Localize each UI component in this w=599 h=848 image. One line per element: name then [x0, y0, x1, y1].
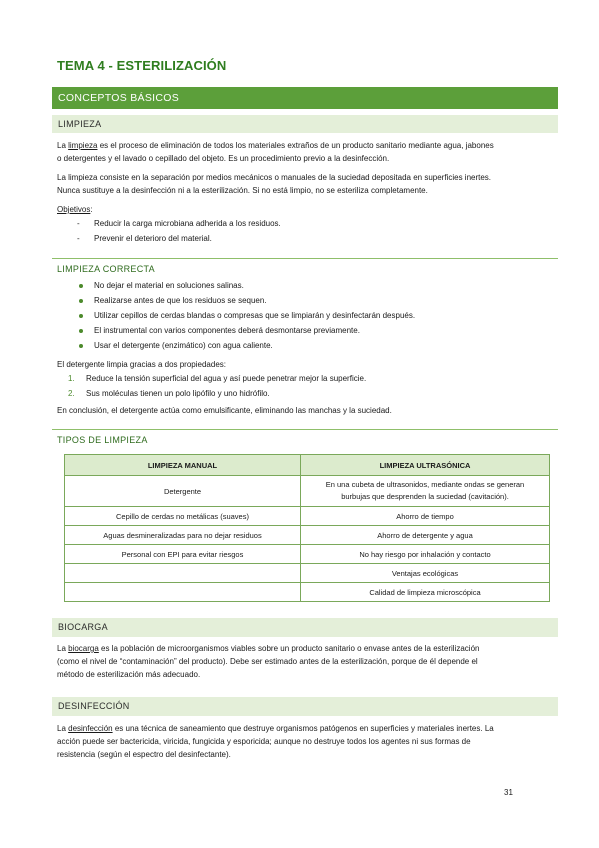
- cell-line: burbujas que desprenden la suciedad (cavitación).: [341, 492, 509, 501]
- text-fragment: La: [57, 724, 69, 733]
- table-cell: Personal con EPI para evitar riesgos: [65, 545, 301, 564]
- list-item: Usar el detergente (enzimático) con agua caliente.: [94, 341, 273, 350]
- list-item: Realizarse antes de que los residuos se sequen.: [94, 296, 267, 305]
- table-cell: Ahorro de detergente y agua: [301, 526, 550, 545]
- page-number: 31: [504, 788, 513, 797]
- text-fragment: :: [90, 205, 93, 214]
- bullet-dot: [79, 314, 83, 318]
- objetivo-item: Prevenir el deterioro del material.: [94, 234, 212, 243]
- term-biocarga: biocarga: [68, 644, 99, 653]
- table-cell: Cepillo de cerdas no metálicas (suaves): [65, 507, 301, 526]
- section-heading-tipos-limpieza: TIPOS DE LIMPIEZA: [57, 435, 148, 445]
- section-heading-limpieza-correcta: LIMPIEZA CORRECTA: [57, 264, 155, 274]
- limpieza-paragraph-1: [57, 139, 557, 165]
- text-fragment: acción puede ser bactericida, viricida, fungicida y esporicida; aunque no destruye todos los agentes ni sus formas de: [57, 737, 471, 746]
- text-fragment: La: [57, 141, 69, 150]
- detergente-intro: El detergente limpia gracias a dos propiedades:: [57, 360, 226, 369]
- table-header-row: [65, 455, 550, 476]
- term-desinfeccion: desinfección: [68, 724, 113, 733]
- section-divider: [52, 258, 558, 259]
- term-limpieza: limpieza: [68, 141, 98, 150]
- desinfeccion-paragraph: [57, 722, 557, 761]
- bullet-dot: [79, 299, 83, 303]
- subsection-bar-limpieza: LIMPIEZA: [52, 115, 558, 133]
- page-title: TEMA 4 - ESTERILIZACIÓN: [57, 58, 227, 73]
- column-header-ultrasonica: LIMPIEZA ULTRASÓNICA: [301, 455, 550, 476]
- table-row: [65, 545, 550, 564]
- table-cell: [65, 564, 301, 583]
- text-fragment: es la población de microorganismos viables sobre un producto sanitario o envase antes de la esterilización: [98, 644, 480, 653]
- propiedad-item: Reduce la tensión superficial del agua y así puede penetrar mejor la superficie.: [86, 374, 367, 383]
- text-fragment: (como el nivel de “contaminación” del producto). Debe ser estimado antes de la esterilización, porque de él depende el: [57, 657, 478, 666]
- objetivo-item: Reducir la carga microbiana adherida a los residuos.: [94, 219, 281, 228]
- subsection-bar-biocarga: BIOCARGA: [52, 618, 558, 637]
- text-fragment: Nunca sustituye a la desinfección ni a la esterilización. Si no está limpio, no se esteriliza completamente.: [57, 186, 428, 195]
- table-cell: Ahorro de tiempo: [301, 507, 550, 526]
- section-divider: [52, 429, 558, 430]
- bullet-dot: [79, 329, 83, 333]
- text-fragment: es el proceso de eliminación de todos los materiales extraños de un producto sanitario mediante agua, jabones: [97, 141, 494, 150]
- list-item: Utilizar cepillos de cerdas blandas o compresas que se limpiarán y desinfectarán después.: [94, 311, 416, 320]
- column-header-manual: LIMPIEZA MANUAL: [65, 455, 301, 476]
- subsection-bar-desinfeccion: DESINFECCIÓN: [52, 697, 558, 716]
- text-fragment: La limpieza consiste en la separación por medios mecánicos o manuales de la suciedad depositada en superficies inertes.: [57, 173, 492, 182]
- table-cell: Calidad de limpieza microscópica: [301, 583, 550, 602]
- cell-line: En una cubeta de ultrasonidos, mediante ondas se generan: [325, 480, 525, 489]
- tipos-limpieza-table: [64, 454, 550, 602]
- objetivos-term: Objetivos: [57, 205, 91, 214]
- table-row: [65, 526, 550, 545]
- table-cell: Aguas desmineralizadas para no dejar residuos: [65, 526, 301, 545]
- list-number: 2.: [68, 389, 75, 398]
- dash-marker: -: [77, 219, 80, 228]
- table-row: [65, 564, 550, 583]
- table-cell: No hay riesgo por inhalación y contacto: [301, 545, 550, 564]
- objetivos-label: [57, 203, 557, 216]
- list-item: El instrumental con varios componentes deberá desmontarse previamente.: [94, 326, 360, 335]
- table-row: [65, 583, 550, 602]
- table-cell: [301, 476, 550, 507]
- bullet-dot: [79, 344, 83, 348]
- list-item: No dejar el material en soluciones salinas.: [94, 281, 244, 290]
- table-row: [65, 476, 550, 507]
- text-fragment: método de esterilización más adecuado.: [57, 670, 201, 679]
- section-bar-conceptos-basicos: CONCEPTOS BÁSICOS: [52, 87, 558, 109]
- text-fragment: resistencia (según el espectro del desinfectante).: [57, 750, 231, 759]
- table-cell: [65, 583, 301, 602]
- bullet-dot: [79, 284, 83, 288]
- table-cell: Detergente: [65, 476, 301, 507]
- biocarga-paragraph: [57, 642, 557, 681]
- limpieza-paragraph-2: [57, 171, 557, 197]
- text-fragment: La: [57, 644, 69, 653]
- text-fragment: es una técnica de saneamiento que destruye organismos patógenos en superficies y materiales inertes. La: [112, 724, 494, 733]
- detergente-conclusion: En conclusión, el detergente actúa como emulsificante, eliminando las manchas y la suciedad.: [57, 406, 392, 415]
- propiedad-item: Sus moléculas tienen un polo lipófilo y uno hidrófilo.: [86, 389, 270, 398]
- list-number: 1.: [68, 374, 75, 383]
- dash-marker: -: [77, 234, 80, 243]
- table-row: [65, 507, 550, 526]
- text-fragment: o detergentes y el lavado o cepillado del objeto. Es un procedimiento previo a la desinfección.: [57, 154, 390, 163]
- table-cell: Ventajas ecológicas: [301, 564, 550, 583]
